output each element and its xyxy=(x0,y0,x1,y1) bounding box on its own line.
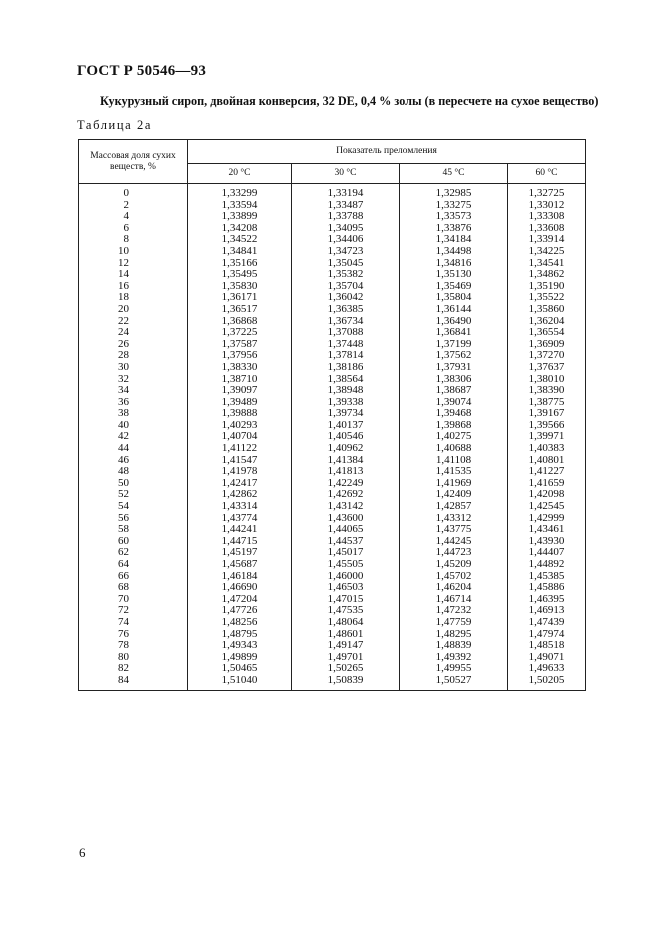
refractive-index-cell: 1,49899 xyxy=(188,652,292,664)
table-label: Таблица 2а xyxy=(77,118,153,132)
refractive-index-cell: 1,33299 xyxy=(188,184,292,200)
refractive-index-cell: 1,39167 xyxy=(508,408,586,420)
mass-fraction-cell: 24 xyxy=(79,327,188,339)
refractive-index-cell: 1,40962 xyxy=(292,443,400,455)
refractive-index-cell: 1,36204 xyxy=(508,316,586,328)
refractive-index-cell: 1,38010 xyxy=(508,374,586,386)
mass-fraction-cell: 64 xyxy=(79,559,188,571)
mass-fraction-cell: 78 xyxy=(79,640,188,652)
refractive-index-cell: 1,39489 xyxy=(188,397,292,409)
refractive-index-cell: 1,45702 xyxy=(400,571,508,583)
mass-fraction-cell: 66 xyxy=(79,571,188,583)
mass-fraction-cell: 80 xyxy=(79,652,188,664)
refractive-index-cell: 1,34225 xyxy=(508,246,586,258)
refractive-index-cell: 1,39971 xyxy=(508,431,586,443)
refractive-index-cell: 1,49343 xyxy=(188,640,292,652)
mass-fraction-cell: 12 xyxy=(79,258,188,270)
refractive-index-cell: 1,36841 xyxy=(400,327,508,339)
refractive-index-cell: 1,48064 xyxy=(292,617,400,629)
refractive-index-cell: 1,38330 xyxy=(188,362,292,374)
refractive-index-cell: 1,48518 xyxy=(508,640,586,652)
refractive-index-cell: 1,49955 xyxy=(400,663,508,675)
refractive-index-cell: 1,43312 xyxy=(400,513,508,525)
refractive-index-cell: 1,44892 xyxy=(508,559,586,571)
refractive-index-cell: 1,40275 xyxy=(400,431,508,443)
refractive-index-cell: 1,47232 xyxy=(400,605,508,617)
refractive-index-cell: 1,35704 xyxy=(292,281,400,293)
refractive-index-cell: 1,33487 xyxy=(292,200,400,212)
refractive-index-cell: 1,47015 xyxy=(292,594,400,606)
refractive-index-cell: 1,46204 xyxy=(400,582,508,594)
refractive-index-cell: 1,43142 xyxy=(292,501,400,513)
table-row xyxy=(79,304,586,316)
refractive-index-cell: 1,41547 xyxy=(188,455,292,467)
refractive-index-cell: 1,46690 xyxy=(188,582,292,594)
refractive-index-cell: 1,39734 xyxy=(292,408,400,420)
refractive-index-cell: 1,33308 xyxy=(508,211,586,223)
refractive-index-cell: 1,45687 xyxy=(188,559,292,571)
refractive-index-cell: 1,45209 xyxy=(400,559,508,571)
refractive-index-cell: 1,43600 xyxy=(292,513,400,525)
refractive-index-cell: 1,48295 xyxy=(400,629,508,641)
mass-fraction-cell: 56 xyxy=(79,513,188,525)
refractive-index-cell: 1,40801 xyxy=(508,455,586,467)
refractive-index-cell: 1,35469 xyxy=(400,281,508,293)
refractive-index-cell: 1,38390 xyxy=(508,385,586,397)
refractive-index-cell: 1,34184 xyxy=(400,234,508,246)
refractive-index-cell: 1,39468 xyxy=(400,408,508,420)
refractive-index-cell: 1,46503 xyxy=(292,582,400,594)
refractive-index-cell: 1,36490 xyxy=(400,316,508,328)
refractive-index-cell: 1,36734 xyxy=(292,316,400,328)
mass-fraction-cell: 84 xyxy=(79,675,188,690)
mass-fraction-cell: 72 xyxy=(79,605,188,617)
table-row xyxy=(79,501,586,513)
refractive-index-cell: 1,35190 xyxy=(508,281,586,293)
refractive-index-cell: 1,42098 xyxy=(508,489,586,501)
refractive-index-cell: 1,37637 xyxy=(508,362,586,374)
refractive-index-cell: 1,33899 xyxy=(188,211,292,223)
refractive-index-cell: 1,42417 xyxy=(188,478,292,490)
mass-fraction-cell: 2 xyxy=(79,200,188,212)
refractive-index-cell: 1,35860 xyxy=(508,304,586,316)
mass-fraction-cell: 14 xyxy=(79,269,188,281)
refractive-index-cell: 1,44715 xyxy=(188,536,292,548)
refractive-index-cell: 1,42545 xyxy=(508,501,586,513)
refractive-index-cell: 1,39888 xyxy=(188,408,292,420)
refractive-index-cell: 1,34406 xyxy=(292,234,400,246)
mass-fraction-cell: 70 xyxy=(79,594,188,606)
header-temp-60: 60 °C xyxy=(508,164,586,184)
header-temp-30: 30 °C xyxy=(292,164,400,184)
refractive-index-cell: 1,37225 xyxy=(188,327,292,339)
refractive-index-cell: 1,37587 xyxy=(188,339,292,351)
refractive-index-cell: 1,33275 xyxy=(400,200,508,212)
refractive-index-cell: 1,36909 xyxy=(508,339,586,351)
refractive-index-cell: 1,35166 xyxy=(188,258,292,270)
table-body xyxy=(79,184,586,691)
refractive-index-cell: 1,33573 xyxy=(400,211,508,223)
mass-fraction-cell: 48 xyxy=(79,466,188,478)
header-temp-45: 45 °C xyxy=(400,164,508,184)
refractive-index-cell: 1,49701 xyxy=(292,652,400,664)
refractive-index-cell: 1,42857 xyxy=(400,501,508,513)
refractive-index-cell: 1,38775 xyxy=(508,397,586,409)
refraction-table xyxy=(78,139,586,691)
refractive-index-cell: 1,37956 xyxy=(188,350,292,362)
refractive-index-cell: 1,40137 xyxy=(292,420,400,432)
refractive-index-cell: 1,34498 xyxy=(400,246,508,258)
refractive-index-cell: 1,36554 xyxy=(508,327,586,339)
table-row xyxy=(79,184,586,200)
refractive-index-cell: 1,32985 xyxy=(400,184,508,200)
mass-fraction-cell: 34 xyxy=(79,385,188,397)
mass-fraction-cell: 60 xyxy=(79,536,188,548)
refractive-index-cell: 1,44407 xyxy=(508,547,586,559)
refractive-index-cell: 1,35495 xyxy=(188,269,292,281)
refractive-index-cell: 1,36868 xyxy=(188,316,292,328)
refractive-index-cell: 1,37562 xyxy=(400,350,508,362)
table-row xyxy=(79,559,586,571)
refractive-index-cell: 1,47204 xyxy=(188,594,292,606)
refractive-index-cell: 1,49633 xyxy=(508,663,586,675)
refractive-index-cell: 1,36171 xyxy=(188,292,292,304)
refractive-index-cell: 1,41978 xyxy=(188,466,292,478)
mass-fraction-cell: 4 xyxy=(79,211,188,223)
mass-fraction-cell: 62 xyxy=(79,547,188,559)
refractive-index-cell: 1,39868 xyxy=(400,420,508,432)
mass-fraction-cell: 68 xyxy=(79,582,188,594)
mass-fraction-cell: 42 xyxy=(79,431,188,443)
refractive-index-cell: 1,35804 xyxy=(400,292,508,304)
header-temp-20: 20 °C xyxy=(188,164,292,184)
refractive-index-cell: 1,48795 xyxy=(188,629,292,641)
refractive-index-cell: 1,46395 xyxy=(508,594,586,606)
refractive-index-cell: 1,33788 xyxy=(292,211,400,223)
refractive-index-cell: 1,46000 xyxy=(292,571,400,583)
refractive-index-cell: 1,36385 xyxy=(292,304,400,316)
refractive-index-cell: 1,44241 xyxy=(188,524,292,536)
mass-fraction-cell: 22 xyxy=(79,316,188,328)
refractive-index-cell: 1,40383 xyxy=(508,443,586,455)
table-row xyxy=(79,246,586,258)
refractive-index-cell: 1,43314 xyxy=(188,501,292,513)
refractive-index-cell: 1,43930 xyxy=(508,536,586,548)
refractive-index-cell: 1,34816 xyxy=(400,258,508,270)
mass-fraction-cell: 0 xyxy=(79,184,188,200)
refractive-index-cell: 1,47974 xyxy=(508,629,586,641)
refractive-index-cell: 1,37199 xyxy=(400,339,508,351)
refractive-index-cell: 1,50265 xyxy=(292,663,400,675)
mass-fraction-cell: 54 xyxy=(79,501,188,513)
table-heading: Кукурузный сироп, двойная конверсия, 32 DE, 0,4 % золы (в пересчете на сухое вещество) xyxy=(100,94,599,108)
mass-fraction-cell: 32 xyxy=(79,374,188,386)
mass-fraction-cell: 76 xyxy=(79,629,188,641)
refractive-index-cell: 1,50465 xyxy=(188,663,292,675)
refractive-index-cell: 1,49071 xyxy=(508,652,586,664)
refractive-index-cell: 1,47726 xyxy=(188,605,292,617)
refractive-index-cell: 1,34208 xyxy=(188,223,292,235)
refractive-index-cell: 1,33594 xyxy=(188,200,292,212)
refractive-index-cell: 1,35045 xyxy=(292,258,400,270)
refractive-index-cell: 1,33194 xyxy=(292,184,400,200)
mass-fraction-cell: 30 xyxy=(79,362,188,374)
mass-fraction-cell: 18 xyxy=(79,292,188,304)
refractive-index-cell: 1,35522 xyxy=(508,292,586,304)
refractive-index-cell: 1,41535 xyxy=(400,466,508,478)
refractive-index-cell: 1,44537 xyxy=(292,536,400,548)
mass-fraction-cell: 50 xyxy=(79,478,188,490)
refractive-index-cell: 1,37931 xyxy=(400,362,508,374)
refractive-index-cell: 1,47759 xyxy=(400,617,508,629)
refractive-index-cell: 1,44723 xyxy=(400,547,508,559)
table-row xyxy=(79,362,586,374)
refractive-index-cell: 1,50839 xyxy=(292,675,400,690)
refractive-index-cell: 1,35130 xyxy=(400,269,508,281)
mass-fraction-cell: 44 xyxy=(79,443,188,455)
refractive-index-cell: 1,48839 xyxy=(400,640,508,652)
refractive-index-cell: 1,42692 xyxy=(292,489,400,501)
table-row xyxy=(79,617,586,629)
refractive-index-cell: 1,48256 xyxy=(188,617,292,629)
refractive-index-cell: 1,40704 xyxy=(188,431,292,443)
mass-fraction-cell: 28 xyxy=(79,350,188,362)
table-row xyxy=(79,385,586,397)
refractive-index-cell: 1,41813 xyxy=(292,466,400,478)
refractive-index-cell: 1,43461 xyxy=(508,524,586,536)
refractive-index-cell: 1,38710 xyxy=(188,374,292,386)
mass-fraction-cell: 52 xyxy=(79,489,188,501)
page-number: 6 xyxy=(79,845,86,860)
mass-fraction-cell: 36 xyxy=(79,397,188,409)
refractive-index-cell: 1,34541 xyxy=(508,258,586,270)
table-row xyxy=(79,640,586,652)
refractive-index-cell: 1,32725 xyxy=(508,184,586,200)
refractive-index-cell: 1,49392 xyxy=(400,652,508,664)
table-row xyxy=(79,675,586,690)
mass-fraction-cell: 38 xyxy=(79,408,188,420)
refractive-index-cell: 1,33876 xyxy=(400,223,508,235)
refractive-index-cell: 1,45886 xyxy=(508,582,586,594)
refractive-index-cell: 1,37814 xyxy=(292,350,400,362)
header-refractive-index: Показатель преломления xyxy=(188,140,586,164)
refractive-index-cell: 1,36144 xyxy=(400,304,508,316)
refractive-index-cell: 1,36042 xyxy=(292,292,400,304)
mass-fraction-cell: 20 xyxy=(79,304,188,316)
mass-fraction-cell: 40 xyxy=(79,420,188,432)
refractive-index-cell: 1,38564 xyxy=(292,374,400,386)
refractive-index-cell: 1,42249 xyxy=(292,478,400,490)
refractive-index-cell: 1,42862 xyxy=(188,489,292,501)
refractive-index-cell: 1,43775 xyxy=(400,524,508,536)
refractive-index-cell: 1,46913 xyxy=(508,605,586,617)
refractive-index-cell: 1,35382 xyxy=(292,269,400,281)
refractive-index-cell: 1,48601 xyxy=(292,629,400,641)
refractive-index-cell: 1,36517 xyxy=(188,304,292,316)
document-code: ГОСТ Р 50546—93 xyxy=(77,63,207,79)
refractive-index-cell: 1,34723 xyxy=(292,246,400,258)
mass-fraction-cell: 74 xyxy=(79,617,188,629)
refractive-index-cell: 1,43774 xyxy=(188,513,292,525)
refractive-index-cell: 1,37448 xyxy=(292,339,400,351)
refractive-index-cell: 1,44065 xyxy=(292,524,400,536)
refractive-index-cell: 1,38306 xyxy=(400,374,508,386)
refractive-index-cell: 1,41227 xyxy=(508,466,586,478)
refractive-index-cell: 1,38687 xyxy=(400,385,508,397)
table-row xyxy=(79,443,586,455)
refractive-index-cell: 1,42409 xyxy=(400,489,508,501)
mass-fraction-cell: 8 xyxy=(79,234,188,246)
refractive-index-cell: 1,46184 xyxy=(188,571,292,583)
refractive-index-cell: 1,45505 xyxy=(292,559,400,571)
refractive-index-cell: 1,38186 xyxy=(292,362,400,374)
mass-fraction-cell: 26 xyxy=(79,339,188,351)
refractive-index-cell: 1,40293 xyxy=(188,420,292,432)
refractive-index-cell: 1,35830 xyxy=(188,281,292,293)
refractive-index-cell: 1,34862 xyxy=(508,269,586,281)
refractive-index-cell: 1,45385 xyxy=(508,571,586,583)
refractive-index-cell: 1,37088 xyxy=(292,327,400,339)
mass-fraction-cell: 16 xyxy=(79,281,188,293)
refractive-index-cell: 1,47535 xyxy=(292,605,400,617)
refractive-index-cell: 1,42999 xyxy=(508,513,586,525)
header-mass-fraction: Массовая доля сухих веществ, % xyxy=(79,140,188,184)
table-row xyxy=(79,269,586,281)
mass-fraction-cell: 46 xyxy=(79,455,188,467)
refractive-index-cell: 1,41108 xyxy=(400,455,508,467)
refractive-index-cell: 1,51040 xyxy=(188,675,292,690)
refractive-index-cell: 1,44245 xyxy=(400,536,508,548)
refractive-index-cell: 1,45017 xyxy=(292,547,400,559)
refractive-index-cell: 1,40546 xyxy=(292,431,400,443)
refractive-index-cell: 1,50205 xyxy=(508,675,586,690)
refractive-index-cell: 1,33608 xyxy=(508,223,586,235)
refractive-index-cell: 1,47439 xyxy=(508,617,586,629)
mass-fraction-cell: 6 xyxy=(79,223,188,235)
mass-fraction-cell: 58 xyxy=(79,524,188,536)
refractive-index-cell: 1,38948 xyxy=(292,385,400,397)
refractive-index-cell: 1,49147 xyxy=(292,640,400,652)
refractive-index-cell: 1,41659 xyxy=(508,478,586,490)
refractive-index-cell: 1,50527 xyxy=(400,675,508,690)
refractive-index-cell: 1,34841 xyxy=(188,246,292,258)
refractive-index-cell: 1,41969 xyxy=(400,478,508,490)
refractive-index-cell: 1,39074 xyxy=(400,397,508,409)
refractive-index-cell: 1,37270 xyxy=(508,350,586,362)
refractive-index-cell: 1,33914 xyxy=(508,234,586,246)
refractive-index-cell: 1,39338 xyxy=(292,397,400,409)
refractive-index-cell: 1,39566 xyxy=(508,420,586,432)
refractive-index-cell: 1,34095 xyxy=(292,223,400,235)
table-row xyxy=(79,327,586,339)
mass-fraction-cell: 10 xyxy=(79,246,188,258)
refractive-index-cell: 1,34522 xyxy=(188,234,292,246)
refractive-index-cell: 1,46714 xyxy=(400,594,508,606)
refractive-index-cell: 1,41122 xyxy=(188,443,292,455)
refractive-index-cell: 1,41384 xyxy=(292,455,400,467)
refractive-index-cell: 1,40688 xyxy=(400,443,508,455)
refractive-index-cell: 1,39097 xyxy=(188,385,292,397)
mass-fraction-cell: 82 xyxy=(79,663,188,675)
refractive-index-cell: 1,45197 xyxy=(188,547,292,559)
refractive-index-cell: 1,33012 xyxy=(508,200,586,212)
